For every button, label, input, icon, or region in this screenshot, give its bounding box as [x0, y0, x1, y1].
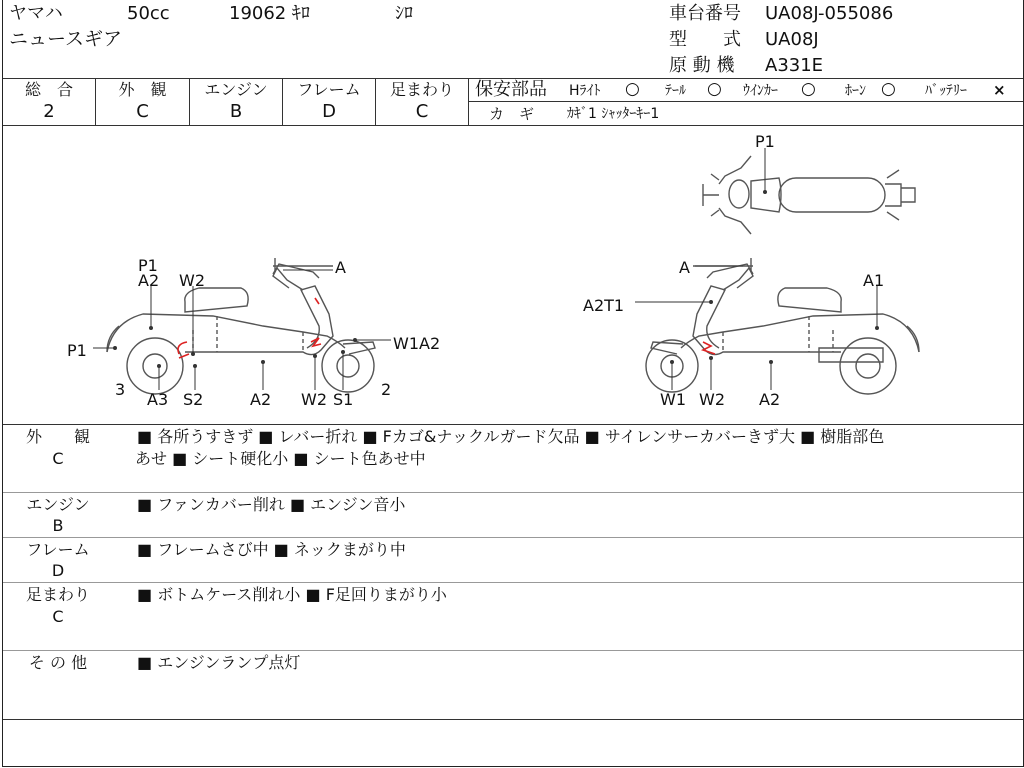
label-left-w2: W2	[179, 271, 205, 290]
safety-item-headlight: Hﾗｲﾄ	[569, 83, 601, 99]
grade-value: C	[136, 101, 149, 122]
section-label: エンジン	[26, 495, 90, 514]
displacement: 50cc	[127, 3, 170, 24]
divider	[3, 650, 1023, 651]
divider	[3, 424, 1023, 425]
leader-lines	[93, 148, 877, 390]
section-line: あせ ■ シート硬化小 ■ シート色あせ中	[135, 449, 426, 468]
label-left-p1-rear: P1	[67, 341, 87, 360]
divider	[3, 537, 1023, 538]
section-line: ■ ファンカバー削れ ■ エンジン音小	[137, 495, 406, 514]
section-label: 足まわり	[25, 585, 90, 604]
section-grade: C	[52, 449, 64, 468]
leader-dots	[113, 190, 879, 368]
label-left-3: 3	[115, 380, 126, 399]
label-right-a2t1: A2T1	[583, 296, 625, 315]
chassis-value: UA08J-055086	[765, 3, 894, 24]
engine-label: 原 動 機	[669, 55, 735, 76]
safety-item-tail: ﾃｰﾙ	[665, 83, 686, 99]
safety-item-battery: ﾊﾞｯﾃﾘｰ	[925, 83, 967, 99]
grade-label: 総 合	[24, 80, 73, 99]
grade-label: エンジン	[204, 80, 268, 99]
label-right-a: A	[679, 258, 690, 277]
type-label: 型 式	[669, 29, 741, 50]
label-left-2: 2	[381, 380, 392, 399]
grade-label: 足まわり	[389, 80, 454, 99]
safety-label: 保安部品	[475, 79, 547, 100]
section-line: ■ ボトムケース削れ小 ■ F足回りまがり小	[137, 585, 447, 604]
divider	[468, 101, 1023, 102]
grade-value: D	[322, 101, 336, 122]
key-label: カ ギ	[489, 105, 535, 123]
section-line: ■ エンジンランプ点灯	[137, 653, 301, 672]
section-grade: C	[52, 607, 64, 626]
type-value: UA08J	[765, 29, 819, 50]
grade-label: 外 観	[118, 80, 167, 99]
section-line: ■ フレームさび中 ■ ネックまがり中	[137, 540, 406, 559]
label-right-w2: W2	[699, 390, 725, 409]
divider	[3, 582, 1023, 583]
label-right-a1: A1	[863, 271, 885, 290]
label-left-s1: S1	[333, 390, 354, 409]
mileage: 19062 ｷﾛ	[229, 3, 310, 24]
grade-value: B	[229, 101, 243, 122]
label-left-w1a2: W1A2	[393, 334, 441, 353]
safety-item-winker: ｳｲﾝｶｰ	[743, 83, 778, 99]
horn-mark: ○	[881, 79, 896, 99]
winker-mark: ○	[801, 79, 816, 99]
label-left-p1: P1	[138, 256, 158, 275]
engine-value: A331E	[765, 55, 824, 76]
grade-value: 2	[43, 101, 55, 122]
section-grade: D	[51, 561, 65, 580]
key-value: ｶｷﾞ1 ｼｬｯﾀｰｷｰ1	[567, 106, 660, 122]
tail-mark: ○	[707, 79, 722, 99]
divider	[3, 719, 1023, 720]
headlight-mark: ○	[625, 79, 640, 99]
chassis-label: 車台番号	[669, 3, 741, 24]
section-line: ■ 各所うすきず ■ レバー折れ ■ Fカゴ&ナックルガード欠品 ■ サイレンサーカバーきず大 ■ 樹脂部色	[137, 427, 885, 446]
label-right-a2: A2	[759, 390, 781, 409]
grade-value: C	[415, 101, 429, 122]
section-grade: B	[52, 516, 64, 535]
model-name: ニュースギア	[9, 28, 123, 50]
section-label: そ の 他	[28, 653, 88, 672]
battery-mark: ×	[993, 81, 1006, 99]
label-left-s2: S2	[183, 390, 204, 409]
section-label: フレーム	[26, 540, 90, 559]
damage-marks	[178, 298, 715, 358]
label-right-w1: W1	[660, 390, 686, 409]
scooter-top-view	[703, 156, 915, 234]
maker: ヤマハ	[9, 3, 63, 24]
safety-item-horn: ﾎｰﾝ	[845, 83, 866, 99]
divider	[3, 492, 1023, 493]
label-left-a: A	[335, 258, 346, 277]
label-left-a3: A3	[147, 390, 169, 409]
section-label: 外 観	[25, 427, 90, 446]
grade-label: フレーム	[297, 80, 361, 99]
label-left-a2: A2	[138, 271, 160, 290]
label-left-a2-bottom: A2	[250, 390, 272, 409]
label-left-w2-bottom: W2	[301, 390, 327, 409]
label-top-p1: P1	[755, 132, 775, 151]
inspection-sheet	[2, 0, 1024, 767]
color: ｼﾛ	[395, 3, 413, 24]
